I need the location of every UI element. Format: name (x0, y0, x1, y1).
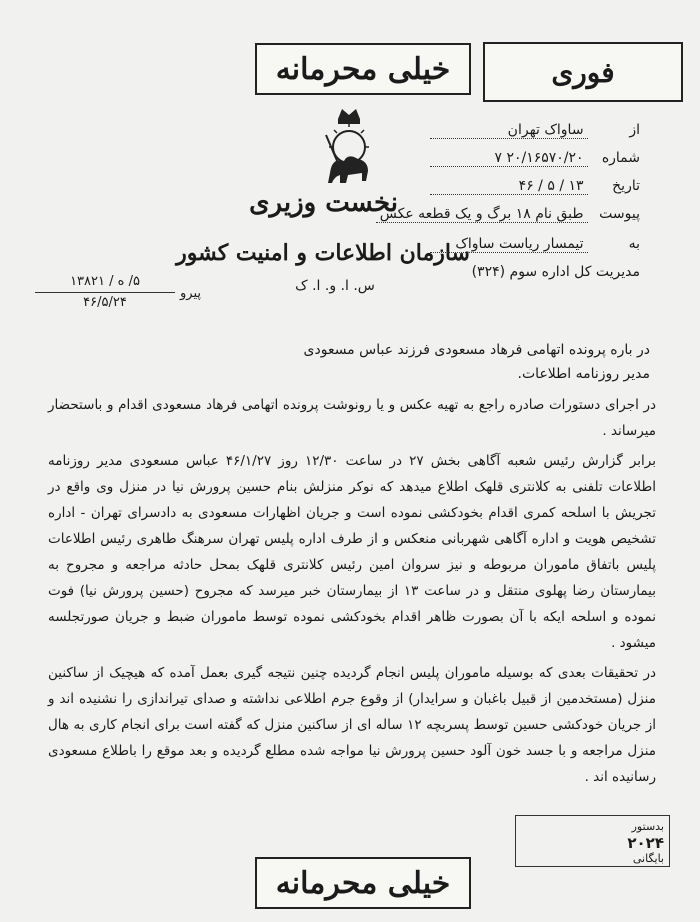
body-paragraph-1: در اجرای دستورات صادره راجع به تهیه عکس و یا رونوشت پرونده اتهامی فرهاد مسعودی اقدام و باستحضار میرساند . (48, 397, 656, 439)
body-paragraph-2: برابر گزارش رئیس شعبه آگاهی بخش ۲۷ در ساعت ۱۲/۳۰ روز ۴۶/۱/۲۷ عباس مسعودی مدیر روزنامه اطلاعات تلفنی به کلانتری قلهک اطلاع میدهد که نوکر منزلش بنام حسین پرورش نیا در منزل وی واقع در تجریش با اسلحه کمری اقدام بخودکشی نموده است و جریان اظهارات مسعودی به دادسرای تهران - اداره تشخیص هویت و اداره آگاهی شهربانی منعکس و از طرف اداره پلیس تهران سرهنگ طاهری رئیس اطلاعات پلیس باتفاق ماموران مربوطه و نیز سروان امین رئیس کلانتری قلهک بمحل حادثه مراجعه و مجروح به بیمارستان رضا پهلوی منتقل و در ساعت ۱۳ از بیمارستان خبر میرسد که مجروح (حسین پرورش نیا) فوت نموده و اسلحه ایکه با آن بصورت ظاهر اقدام بخودکشی نموده توسط ماموران ضبط و جریان صورتجلسه میشود . (48, 453, 656, 651)
to-value: تیمسار ریاست ساواک (430, 236, 588, 253)
number-row (430, 150, 640, 167)
attachment-label: پیوست (599, 206, 640, 222)
subject-block (170, 338, 650, 386)
lion-and-sun-emblem-icon (318, 105, 380, 193)
number-value: ۲۰/۱۶۵۷۰/۲۰ ۷ (430, 150, 588, 167)
receipt-stamp (515, 815, 670, 867)
classification-stamp-bottom: خیلی محرمانه (255, 857, 471, 909)
agency-name: سازمان اطلاعات و امنیت کشور (176, 240, 470, 266)
ministry-name: نخست وزیری (249, 188, 398, 218)
attachment-value: طبق نام ۱۸ برگ و یک قطعه عکس (376, 206, 588, 223)
to-row (430, 236, 640, 253)
body-paragraph-3: در تحقیقات بعدی که بوسیله ماموران پلیس انجام گردیده چنین نتیجه گیری بعمل آمده که هیچیک از ساکنین منزل (مستخدمین از قبیل باغبان و سرایدار) از وقوع جرم اطلاعی نداشته و صدای تیراندازی را نشنیده اند و از جریان خودکشی حسین توسط پسربچه ۱۲ ساله ای از ساکنین منزل که گفته است برای انجام کاری به هال منزل مراجعه و با جسد خون آلود حسین پرورش نیا مواجه شده مطلع گردیده و بعد موقع را باطلاع مسعودی رسانیده اند . (48, 665, 656, 785)
receipt-note: بایگانی (632, 852, 664, 865)
from-value: ساواک تهران (430, 122, 588, 139)
receipt-number: ۲۰۲۴ (627, 834, 664, 852)
from-label: از (629, 122, 640, 138)
receipt-label: بدستور (631, 820, 664, 833)
attachment-row (376, 206, 640, 223)
date-label: تاریخ (612, 178, 640, 194)
from-row (430, 122, 640, 139)
to-label: به (628, 236, 640, 252)
classification-stamp-top: خیلی محرمانه (255, 43, 471, 95)
subject-line-2: مدیر روزنامه اطلاعات. (517, 366, 650, 382)
agency-code: س. ا. و. ا. ک (295, 278, 375, 294)
letter-body (48, 392, 656, 794)
urgency-stamp: فوری (483, 42, 683, 102)
number-label: شماره (601, 150, 640, 166)
reference-number: ۵/ ه / ۱۳۸۲۱ (35, 272, 175, 293)
reference-date: ۴۶/۵/۲۴ (83, 295, 127, 310)
subject-line-1: در باره پرونده اتهامی فرهاد مسعودی فرزند عباس مسعودی (303, 342, 650, 358)
department-line: مدیریت کل اداره سوم (۳۲۴) (471, 264, 640, 280)
date-row (430, 178, 640, 195)
date-value: ۱۳ / ۵ / ۴۶ (430, 178, 588, 195)
followup-label: پیرو (180, 286, 201, 301)
reference-block (35, 272, 175, 313)
